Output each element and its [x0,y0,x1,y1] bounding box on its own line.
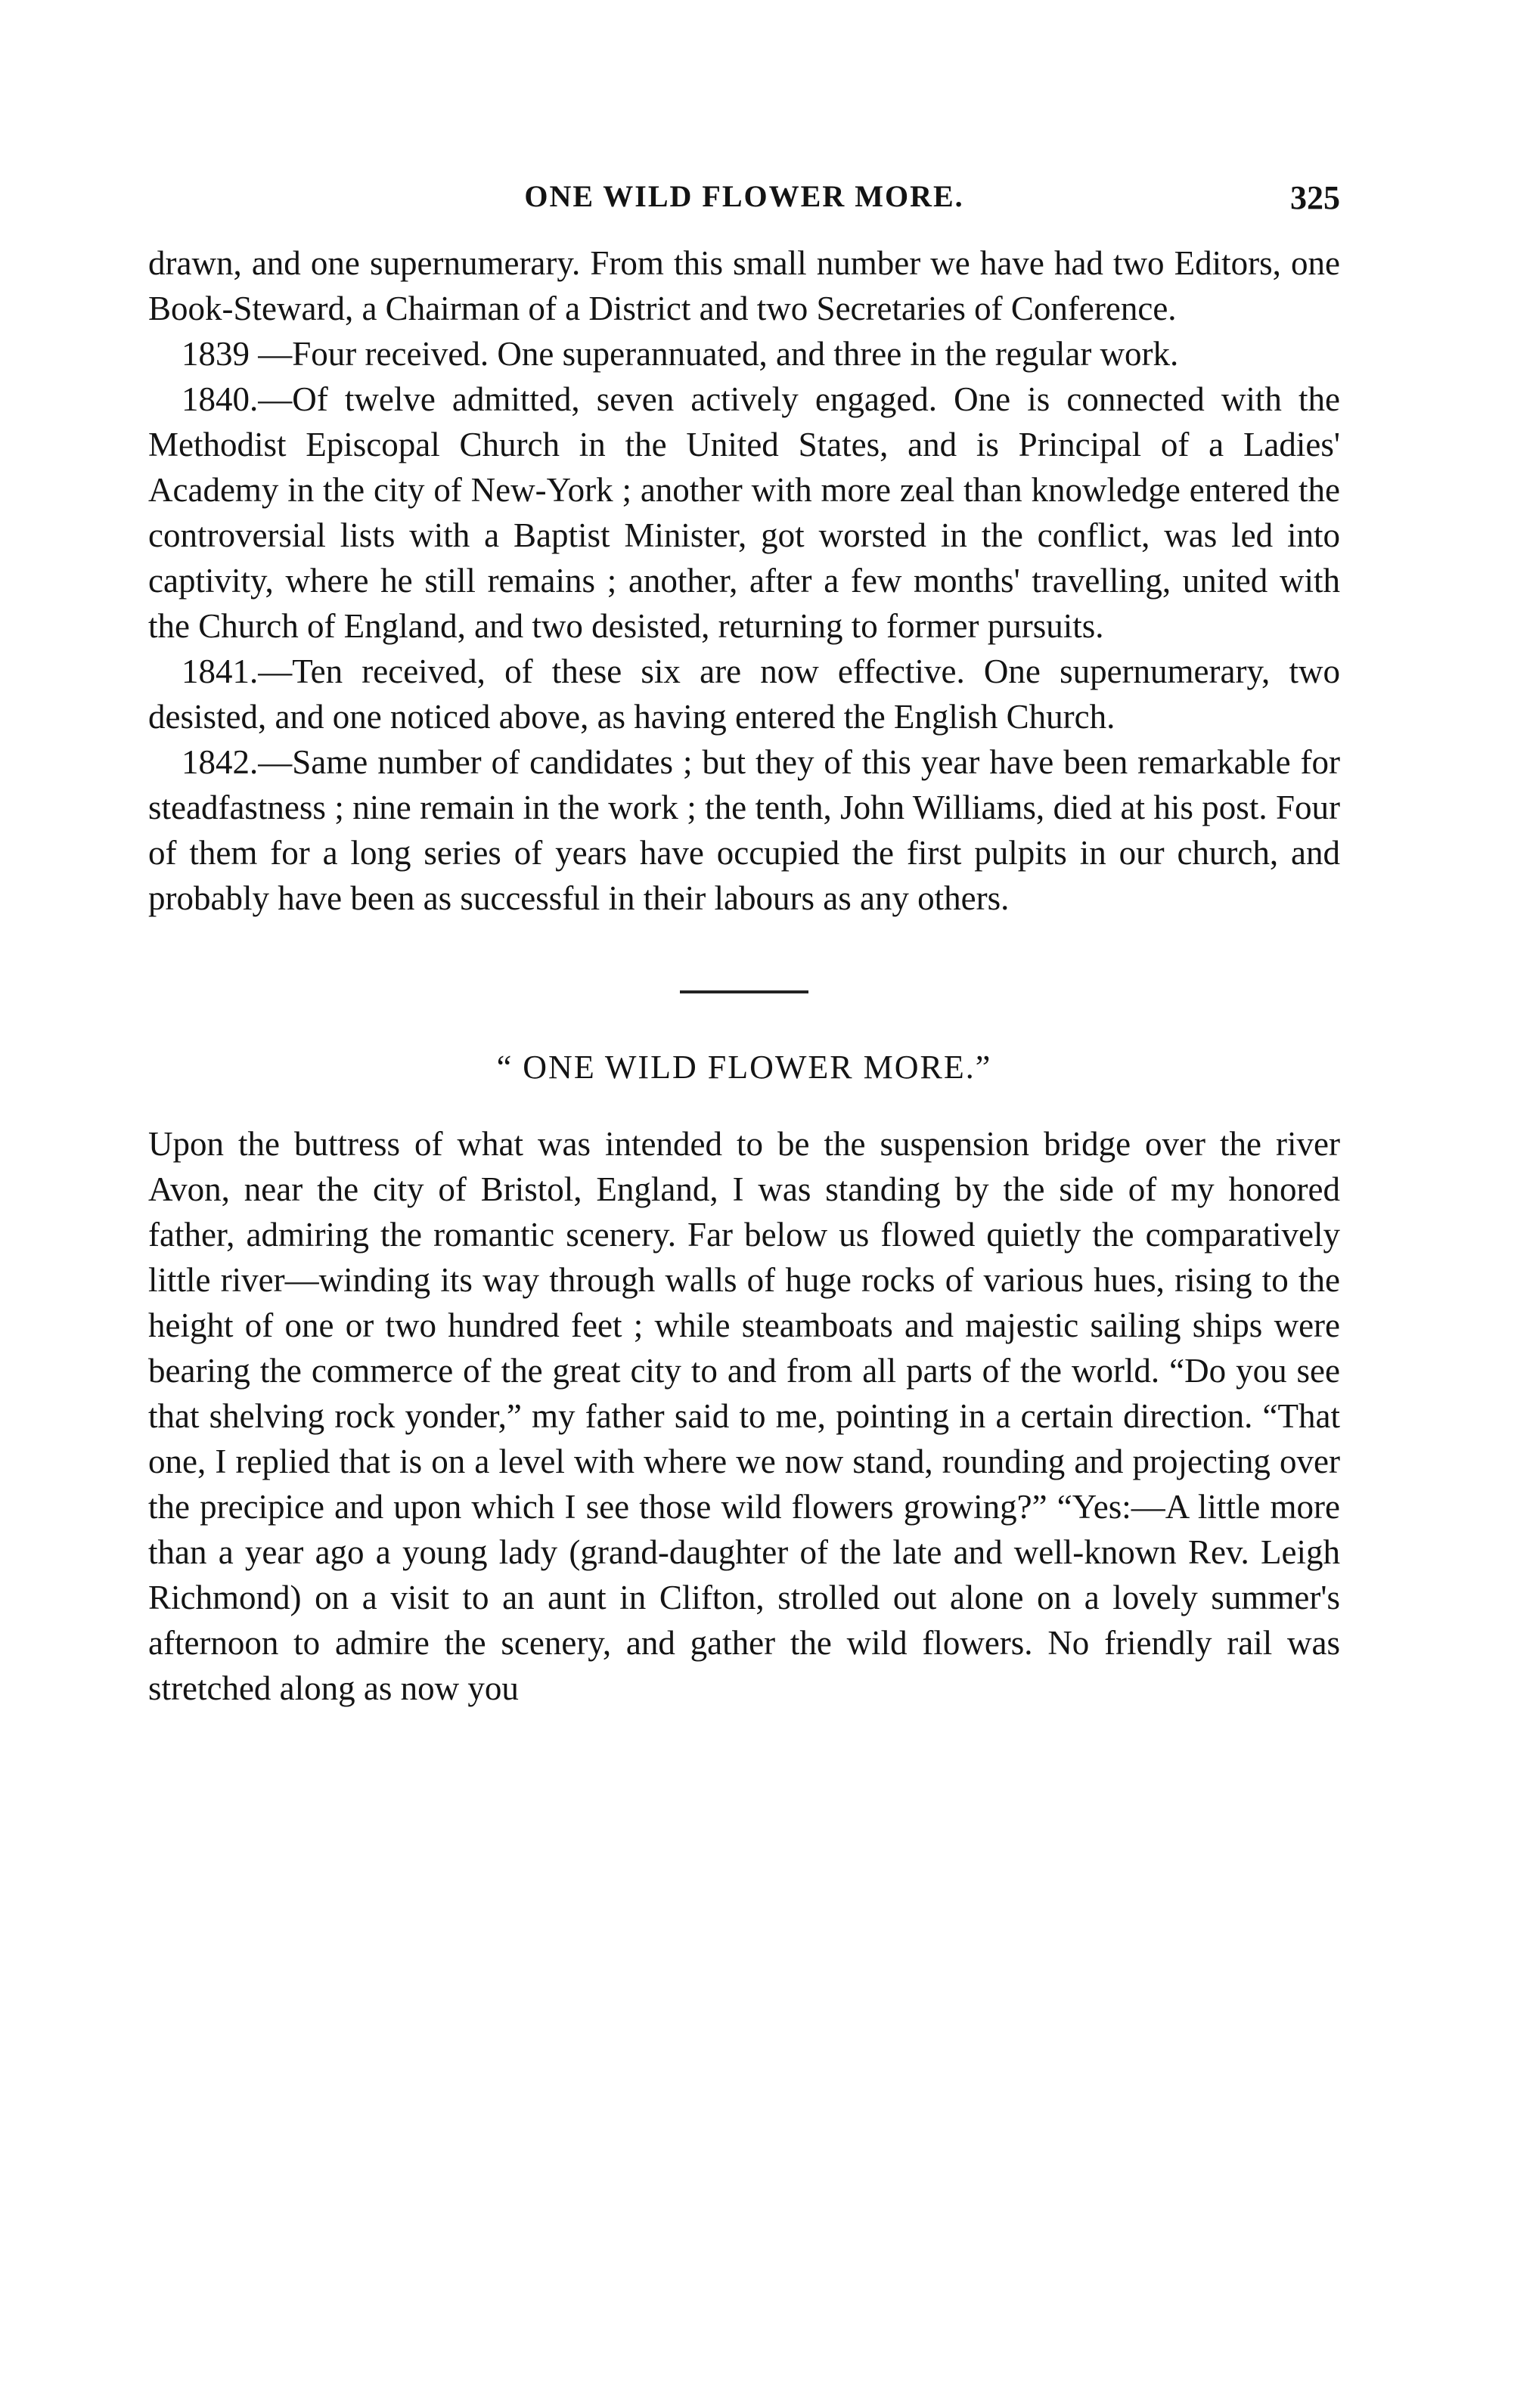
paragraph-continued: drawn, and one supernumerary. From this small number we have had two Editors, one Book-Steward, a Chairman of a District and two Secretaries of Conference. [148,244,1340,327]
section-title: “ ONE WILD FLOWER MORE.” [496,1049,992,1086]
paragraph-1839: 1839 —Four received. One superannuated, and three in the regular work. [182,335,1179,373]
section-divider [680,990,808,993]
section-body: Upon the buttress of what was intended to be the suspension bridge over the river Avon, near the city of Bristol, England, I was standing by the side of my honored father, admiring the romantic scenery. Far below us flowed quietly the comparatively little river—winding its way through walls of huge rocks of various hues, rising to the height of one or two hundred feet ; while steamboats and majestic sailing ships were bearing the commerce of the great city to and from all parts of the world. “Do you see that shelving rock yonder,” my father said to me, pointing in a certain direction. “That one, I replied that is on a level with where we now stand, rounding and projecting over the precipice and upon which I see those wild flowers growing?” “Yes:—A little more than a year ago a young lady (grand-daughter of the late and well-known Rev. Leigh Richmond) on a visit to an aunt in Clifton, strolled out alone on a lovely summer's afternoon to admire the scenery, and gather the wild flowers. No friendly rail was stretched along as now you [148,1125,1340,1707]
page-number: 325 [1290,179,1340,216]
paragraph-1841: 1841.—Ten received, of these six are now effective. One supernumerary, two desisted, and one noticed above, as having entered the English Church. [148,652,1340,736]
paragraph-1842: 1842.—Same number of candidates ; but they of this year have been remarkable for steadfastness ; nine remain in the work ; the tenth, John Williams, died at his post. Four of them for a long series of years have occupied the first pulpits in our church, and probably have been as successful in their labours as any others. [148,743,1340,917]
paragraph-1840: 1840.—Of twelve admitted, seven actively engaged. One is connected with the Methodist Episcopal Church in the United States, and is Principal of a Ladies' Academy in the city of New-York ; another with more zeal than knowledge entered the controversial lists with a Baptist Minister, got worsted in the conflict, was led into captivity, where he still remains ; another, after a few months' travelling, united with the Church of England, and two desisted, returning to former pursuits. [148,380,1340,645]
book-page [148,178,1340,1711]
running-head [148,178,1340,224]
running-title: ONE WILD FLOWER MORE. [524,179,964,213]
